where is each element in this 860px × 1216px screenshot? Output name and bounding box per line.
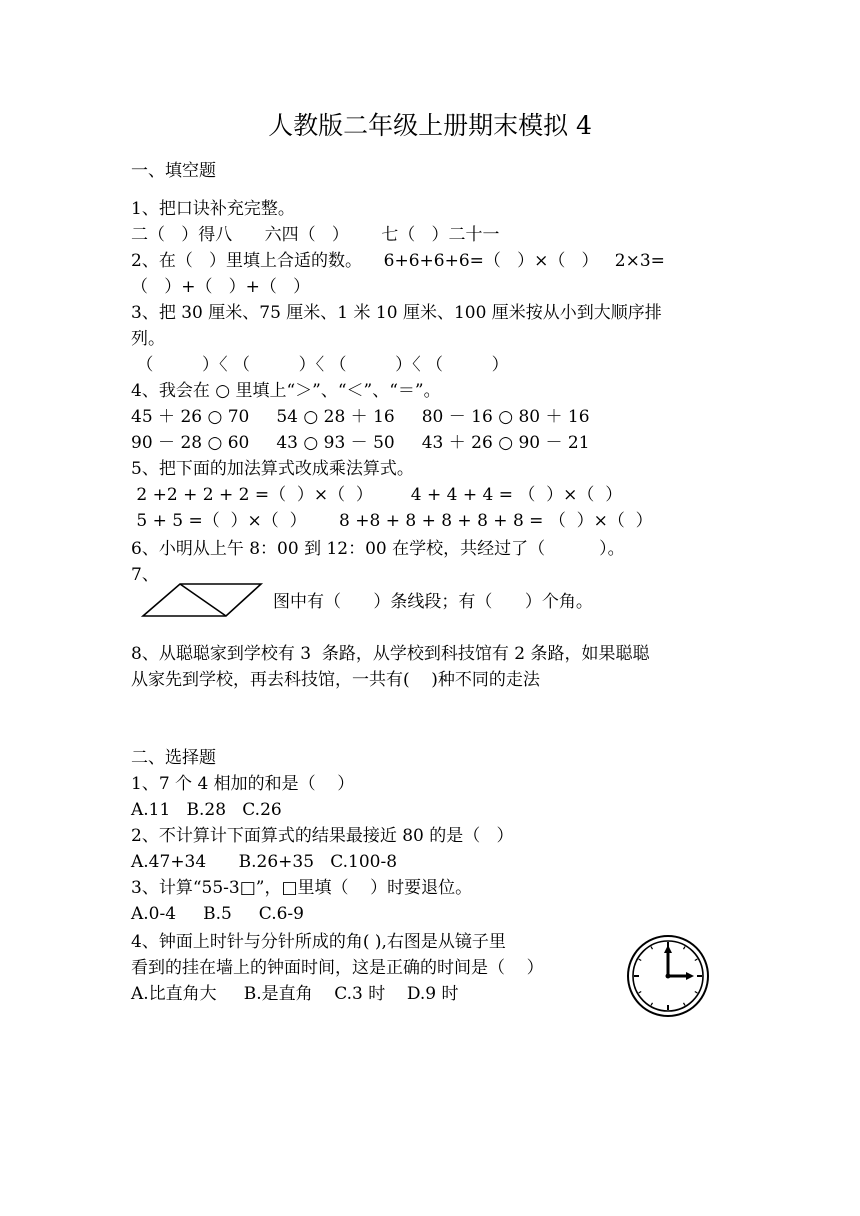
choice-question-2-text: 2、不计算计下面算式的结果最接近 80 的是（ ） <box>131 826 514 846</box>
question-1-text: 1、把口诀补充完整。 <box>131 199 295 219</box>
question-4-row-2: 90 － 28 ○ 60 43 ○ 93 － 50 43 ＋ 26 ○ 90 － 21 <box>131 433 590 453</box>
question-5-row-1: 2 +2 + 2 + 2 =（ ）×（ ） 4 + 4 + 4 = （ ）×（ ） <box>131 485 623 505</box>
choice-question-1-options: A.11 B.28 C.26 <box>131 800 282 820</box>
question-2-line-1: 2、在（ ）里填上合适的数。 6+6+6+6=（ ）×（ ） 2×3= <box>131 251 665 271</box>
choice-question-1-text: 1、7 个 4 相加的和是（ ） <box>131 774 355 794</box>
question-8-line-1: 8、从聪聪家到学校有 3 条路，从学校到科技馆有 2 条路，如果聪聪 <box>131 644 650 664</box>
section-heading-multiple-choice: 二、选择题 <box>131 748 216 768</box>
question-5-row-2: 5 + 5 =（ ）×（ ） 8 +8 + 8 + 8 + 8 + 8 = （ ）×（ ） <box>131 511 653 531</box>
choice-question-4-line-2: 看到的挂在墙上的钟面时间，这是正确的时间是（ ） <box>131 958 544 978</box>
question-4-row-1: 45 ＋ 26 ○ 70 54 ○ 28 ＋ 16 80 － 16 ○ 80 ＋ 16 <box>131 407 590 427</box>
question-3-line-1: 3、把 30 厘米、75 厘米、1 米 10 厘米、100 厘米按从小到大顺序排 <box>131 303 662 323</box>
question-6-text: 6、小明从上午 8：00 到 12：00 在学校，共经过了（ ）。 <box>131 539 625 559</box>
choice-question-3-options: A.0-4 B.5 C.6-9 <box>131 904 304 924</box>
choice-question-4-line-1: 4、钟面上时针与分针所成的角( ),右图是从镜子里 <box>131 932 506 952</box>
question-2-line-2: （ ）+（ ）+（ ） <box>131 277 311 297</box>
page-title: 人教版二年级上册期末模拟 4 <box>268 111 592 140</box>
question-7-text: 图中有（ ）条线段；有（ ）个角。 <box>273 592 593 612</box>
question-3-line-2: 列。 <box>131 329 165 349</box>
question-8-line-2: 从家先到学校，再去科技馆，一共有( )种不同的走法 <box>131 670 540 690</box>
choice-question-3-text: 3、计算“55-3□”，□里填（ ）时要退位。 <box>131 878 473 898</box>
choice-question-2-options: A.47+34 B.26+35 C.100-8 <box>131 852 398 872</box>
question-4-text: 4、我会在 ○ 里填上“＞”、“＜”、“＝”。 <box>131 381 441 401</box>
question-3-answer-line: （ ）〈 （ ）〈 （ ）〈 （ ） <box>131 355 509 375</box>
clock-icon <box>624 932 712 1020</box>
choice-question-4-options: A.比直角大 B.是直角 C.3 时 D.9 时 <box>131 984 459 1004</box>
question-5-text: 5、把下面的加法算式改成乘法算式。 <box>131 459 414 479</box>
question-1-line: 二（ ）得八 六四（ ） 七（ ）二十一 <box>131 225 500 245</box>
parallelogram-figure <box>140 582 264 618</box>
section-heading-fill-in: 一、填空题 <box>131 161 216 181</box>
question-7-number: 7、 <box>131 565 159 585</box>
